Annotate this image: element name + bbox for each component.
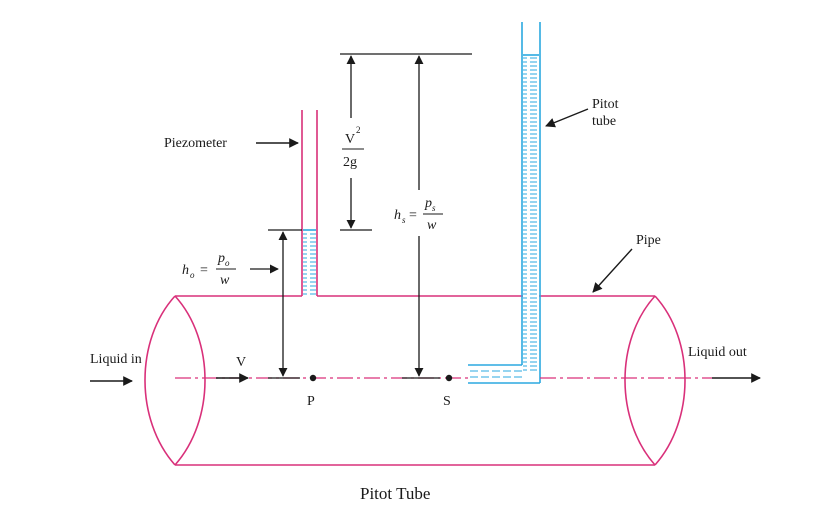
pipe-pointer (593, 249, 632, 292)
svg-text:p: p (425, 196, 432, 211)
svg-text:s: s (402, 215, 406, 225)
svg-text:w: w (427, 218, 437, 233)
pitot-tube (468, 22, 540, 383)
point-s-label: S (443, 394, 451, 409)
svg-text:2: 2 (356, 125, 361, 135)
svg-text:2g: 2g (343, 155, 357, 170)
liquid-out-label: Liquid out (688, 345, 747, 360)
velocity-head-formula (340, 118, 366, 178)
piezometer-label: Piezometer (164, 136, 227, 151)
figure-caption: Pitot Tube (360, 484, 431, 503)
pipe-right-end (625, 296, 685, 465)
svg-text:w: w (220, 273, 230, 288)
pipe-label: Pipe (636, 233, 661, 248)
svg-text:=: = (200, 263, 208, 278)
piezometer-tube (302, 110, 317, 296)
velocity-label: V (236, 355, 247, 370)
svg-text:h: h (182, 263, 189, 278)
svg-text:s: s (432, 203, 436, 213)
pitot-label-line1: Pitot (592, 97, 619, 112)
svg-text:=: = (409, 208, 417, 223)
pitot-label-line2: tube (592, 114, 617, 129)
static-head-formula (182, 251, 236, 288)
svg-text:V: V (345, 132, 356, 147)
svg-text:o: o (225, 258, 230, 268)
point-s-marker (446, 375, 452, 381)
liquid-in-label: Liquid in (90, 352, 142, 367)
point-p-marker (310, 375, 316, 381)
pitot-pointer (546, 109, 588, 126)
stagnation-head-formula (392, 190, 447, 236)
svg-text:p: p (218, 251, 225, 266)
svg-text:h: h (394, 208, 401, 223)
svg-text:o: o (190, 270, 195, 280)
pipe (145, 296, 685, 465)
pitot-liquid (523, 55, 539, 373)
pipe-left-end (145, 296, 205, 465)
point-p-label: P (307, 394, 315, 409)
piezometer-liquid (303, 230, 316, 296)
